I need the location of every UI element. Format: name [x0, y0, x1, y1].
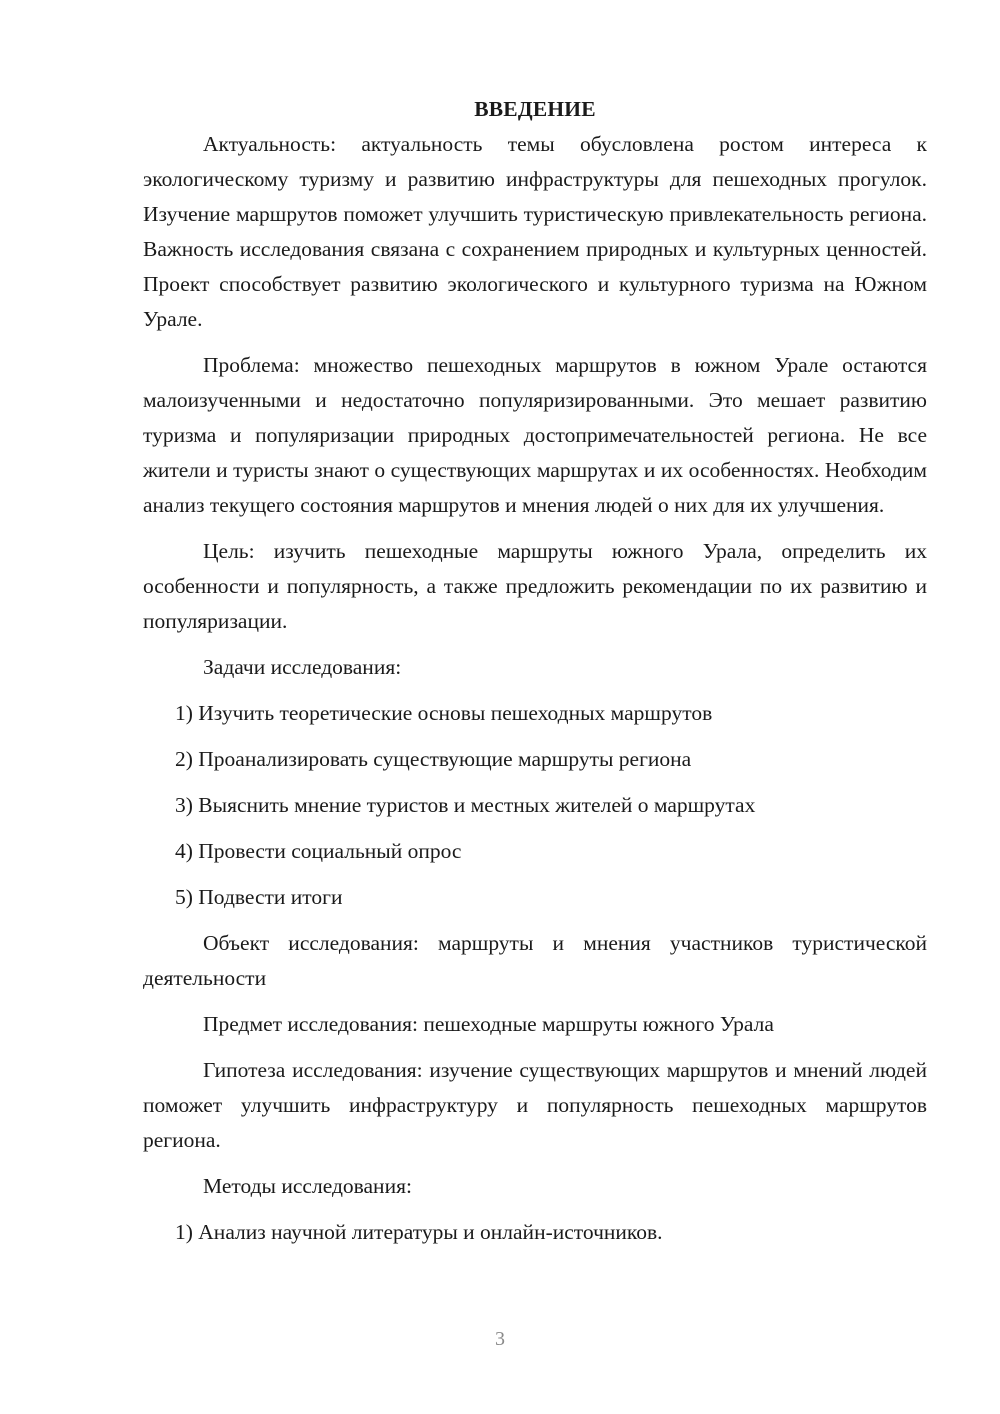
- methods-heading: Методы исследования:: [203, 1174, 412, 1198]
- task-item-2: 2) Проанализировать существующие маршруты региона: [175, 747, 692, 771]
- hypothesis-paragraph: Гипотеза исследования: изучение существующих маршрутов и мнений людей поможет улучшить инфраструктуру и популярность пешеходных маршрутов региона.: [143, 1058, 927, 1152]
- goal-paragraph: Цель: изучить пешеходные маршруты южного Урала, определить их особенности и популярность, а также предложить рекомендации по их развитию и популяризации.: [143, 539, 927, 633]
- task-item-3: 3) Выяснить мнение туристов и местных жителей о маршрутах: [175, 793, 756, 817]
- task-item-5: 5) Подвести итоги: [175, 885, 343, 909]
- object-paragraph: Объект исследования: маршруты и мнения участников туристической деятельности: [143, 931, 927, 990]
- problem-paragraph: Проблема: множество пешеходных маршрутов в южном Урале остаются малоизученными и недостаточно популяризированными. Это мешает развитию туризма и популяризации природных достопримечательностей региона. Не все жители и туристы знают о существующих маршрутах и их особенностях. Необходим анализ текущего состояния маршрутов и мнения людей о них для их улучшения.: [143, 353, 927, 517]
- page-number: 3: [495, 1328, 505, 1350]
- subject-paragraph: Предмет исследования: пешеходные маршруты южного Урала: [203, 1012, 774, 1036]
- task-item-4: 4) Провести социальный опрос: [175, 839, 462, 863]
- tasks-heading: Задачи исследования:: [203, 655, 402, 679]
- task-item-1: 1) Изучить теоретические основы пешеходных маршрутов: [175, 701, 713, 725]
- method-item-1: 1) Анализ научной литературы и онлайн-источников.: [175, 1220, 663, 1244]
- page-title: ВВЕДЕНИЕ: [474, 97, 596, 121]
- relevance-paragraph: Актуальность: актуальность темы обусловлена ростом интереса к экологическому туризму и развитию инфраструктуры для пешеходных прогулок. Изучение маршрутов поможет улучшить туристическую привлекательность региона. Важность исследования связана с сохранением природных и культурных ценностей. Проект способствует развитию экологического и культурного туризма на Южном Урале.: [143, 132, 927, 331]
- document-page: [143, 92, 927, 1250]
